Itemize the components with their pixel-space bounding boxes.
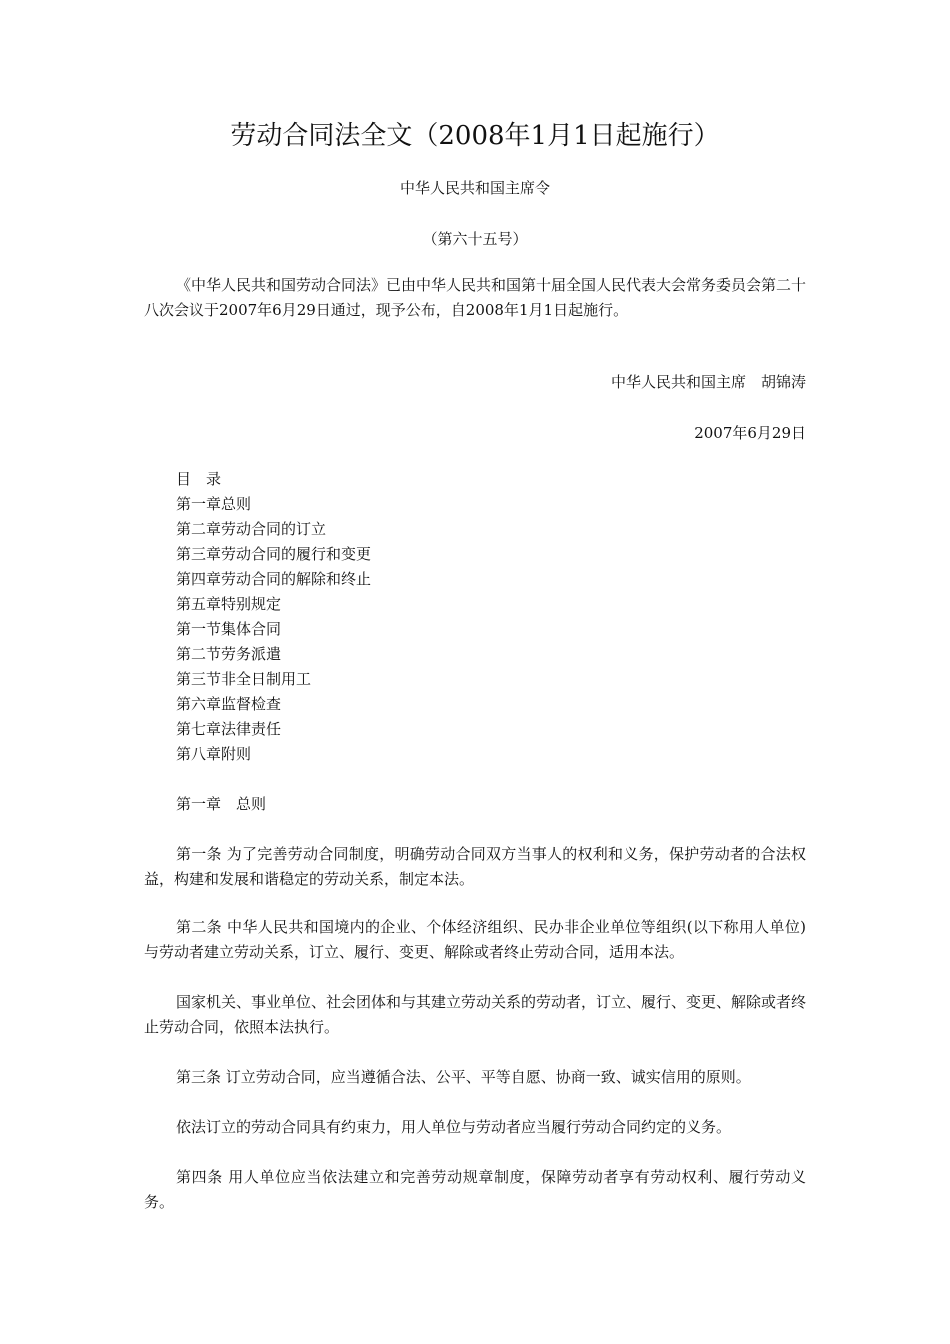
toc-item: 第六章监督检查 <box>176 695 282 713</box>
toc-heading: 目 录 <box>176 470 222 488</box>
toc-item: 第二节劳务派遣 <box>176 645 282 663</box>
table-of-contents <box>176 467 371 767</box>
toc-item: 第三节非全日制用工 <box>176 670 312 688</box>
article-2-paragraph-2: 国家机关、事业单位、社会团体和与其建立劳动关系的劳动者，订立、履行、变更、解除或者终止劳动合同，依照本法执行。 <box>144 993 807 1036</box>
toc-item: 第七章法律责任 <box>176 720 282 738</box>
toc-item: 第一章总则 <box>176 495 252 513</box>
order-number: （第六十五号） <box>422 230 528 248</box>
announcement-paragraph: 《中华人民共和国劳动合同法》已由中华人民共和国第十届全国人民代表大会常务委员会第二十八次会议于2007年6月29日通过，现予公布，自2008年1月1日起施行。 <box>144 276 807 319</box>
article-3: 第三条 订立劳动合同，应当遵循合法、公平、平等自愿、协商一致、诚实信用的原则。 <box>176 1068 751 1086</box>
article-4: 第四条 用人单位应当依法建立和完善劳动规章制度，保障劳动者享有劳动权利、履行劳动义务。 <box>144 1168 806 1211</box>
toc-item: 第二章劳动合同的订立 <box>176 520 327 538</box>
toc-item: 第一节集体合同 <box>176 620 282 638</box>
signatory-line: 中华人民共和国主席 胡锦涛 <box>610 373 806 391</box>
article-2: 第二条 中华人民共和国境内的企业、个体经济组织、民办非企业单位等组织(以下称用人单位)与劳动者建立劳动关系，订立、履行、变更、解除或者终止劳动合同，适用本法。 <box>144 918 806 961</box>
signing-date: 2007年6月29日 <box>694 424 806 442</box>
article-3-paragraph-2: 依法订立的劳动合同具有约束力，用人单位与劳动者应当履行劳动合同约定的义务。 <box>176 1118 732 1136</box>
chapter-heading: 第一章 总则 <box>176 795 267 813</box>
toc-item: 第五章特别规定 <box>176 595 282 613</box>
issuer-line: 中华人民共和国主席令 <box>399 179 550 197</box>
toc-item: 第三章劳动合同的履行和变更 <box>176 545 372 563</box>
toc-item: 第四章劳动合同的解除和终止 <box>176 570 372 588</box>
article-1: 第一条 为了完善劳动合同制度，明确劳动合同双方当事人的权利和义务，保护劳动者的合法权益，构建和发展和谐稳定的劳动关系，制定本法。 <box>144 845 806 888</box>
document-title: 劳动合同法全文（2008年1月1日起施行） <box>230 121 720 151</box>
toc-item: 第八章附则 <box>176 745 252 763</box>
